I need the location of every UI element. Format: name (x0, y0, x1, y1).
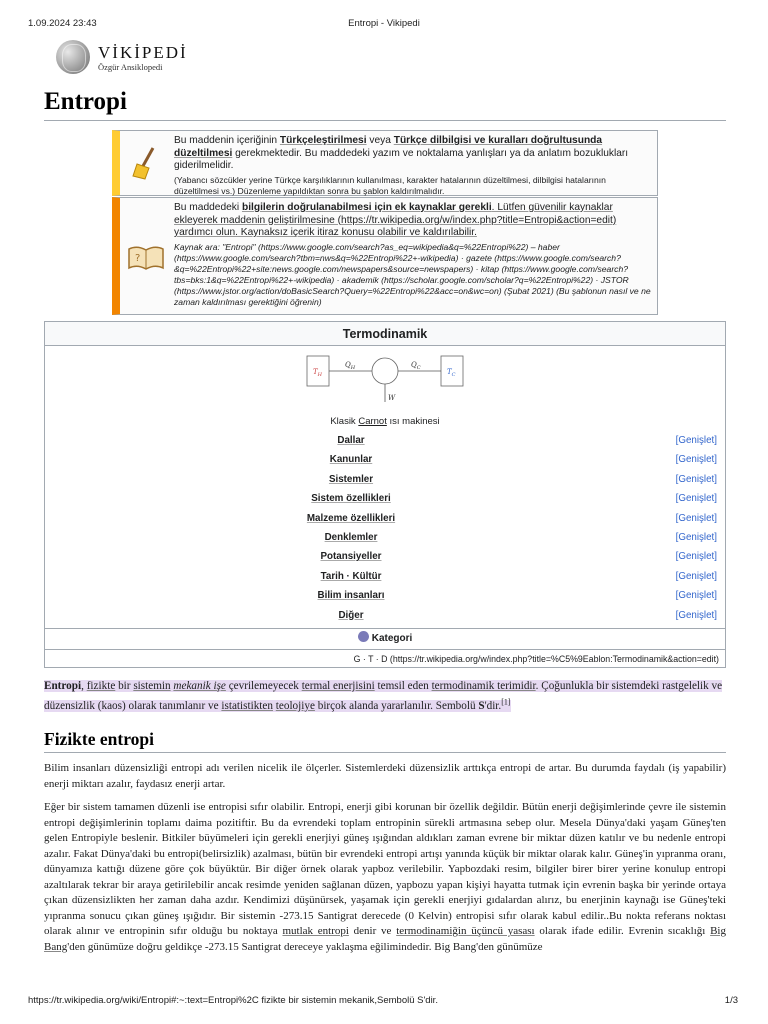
section-paragraph-2: Eğer bir sistem tamamen düzenli ise entropisi sıfır olabilir. Entropi, enerji gibi korunan bir özellik değildir. Bütün enerji değişimlerinde çevre ile sistemin entropi değişimlerinin toplamı daima pozitiftir. Bu da evrendeki toplam entropinin sürekli artmasına sebep olur. Mesela Dünya'daki yaşam Güneş'ten gelen Entropiyle beslenir. Bitkiler büyümeleri için gerekli enerjiyi güneş ışığından aldıkları zaman evrene bir miktar düzen katılır ve bu nedenle entropi azalır. Fakat Dünya'daki bu entropi(belirsizlik) azalması, bütün bir evrendeki entropi artışı yanında küçük bir miktar olarak kalır. Güneş'in yıpranma oranı, dünyamıza kattığı düzene göre çok büyüktür. Bir diğer örnek olarak yapboz verilebilir. Yapbozdaki resim, bilgiler birer birer yerine konulup entropi azaltılarak tekrar bir araya getirilebilir ancak resimde yeniden sağlanan düzen, yapbozu yapan kişiyi hayatta tutmak için evrenin başka bir yerinde ortaya çıkan düzensizlikten her zaman daha azdır. Kendimizi düşünürsek, yaşamak için gerekli enerjiyi gıdalardan alırız, bu enerjinin kaynağı ise Güneş'teki yıpranma sonucu çıkan güneş ışığıdır. Bir sistemin -273.15 Santigrat derecede (0 Kelvin) entropisi sıfır olarak kabul edilir..Bu nokta referans noktası olarak alınır ve entropinin sıfır olduğu bu noktaya mutlak entropi denir ve termodinamiğin üçüncü yasası olarak ifade edilir. Evrenin sıcaklığı Big Bang'den günümüze doğru geldikçe -273.15 Santigrat dereceye yaklaşma eğilimindedir. Big Bang'den günümüze (44, 801, 726, 953)
print-page-title: Entropi - Vikipedi (348, 18, 420, 29)
notice1-text: gerekmektedir. Bu maddedeki yazım ve noktalama yanlışları ya da anlatım bozuklukları giderilmelidir. (174, 147, 629, 171)
category-link[interactable] (45, 628, 725, 648)
svg-text:?: ? (135, 253, 141, 264)
teoloji-link[interactable]: teolojiye (275, 699, 315, 712)
section-paragraph-1: Bilim insanları düzensizliği entropi adı verilen nicelik ile ölçerler. Sistemlerdeki düzensizlik arttıkça entropi de artar. Bu durumda faydalı (iş yapabilir) enerji miktarı azalır, faydasız enerji artar. (44, 762, 726, 790)
expand-toggle[interactable]: [Genişlet] (675, 512, 717, 524)
mutlak-entropi-link[interactable]: mutlak entropi (282, 925, 349, 937)
sistem-link[interactable]: sistemin (133, 680, 171, 692)
big-bang-link[interactable]: Big Bang (44, 925, 726, 953)
fizik-link[interactable]: fizikte (86, 680, 116, 692)
expand-toggle[interactable]: [Genişlet] (675, 473, 717, 485)
cleanup-notice (112, 130, 658, 196)
infobox-row (45, 590, 725, 609)
infobox-navbar[interactable]: G · T · D (https://tr.wikipedia.org/w/index.php?title=%C5%9Eablon:Termodinamik&action=edit) (45, 649, 725, 667)
infobox-title: Termodinamik (45, 322, 725, 346)
termal-enerji-link[interactable]: termal enerjisini (301, 680, 375, 692)
notice2-small: Kaynak ara: "Entropi" (https://www.google.com/search?as_eq=wikipedia&q=%22Entropi%22) – haber (https://www.google.com/search?tbm=nws&q=%22Entropi%22+-wikipedia) · gazete (https://www.google.com/search?&q=%22Entropi%22+site:news.google.com/newspapers&source=newspapers) · kitap (https://www.google.com/search?tbs=bks:1&q=%22Entropi%22+-wikipedia) · akademik (https://scholar.google.com/scholar?q=%22Entropi%22) · JSTOR (https://www.jstor.org/action/doBasicSearch?Query=%22Entropi%22&acc=on&wc=on) (Şubat 2021) (Bu şablonun nasıl ve ne zaman kaldırılması gerektiğini öğrenin) (174, 241, 651, 307)
expand-toggle[interactable]: [Genişlet] (675, 551, 717, 563)
puzzle-globe-icon (56, 40, 90, 74)
print-page-number: 1/3 (724, 995, 738, 1006)
broom-icon (120, 131, 172, 195)
carnot-link[interactable]: Carnot (358, 416, 387, 427)
book-question-icon (120, 198, 172, 314)
infobox-row-label[interactable]: Kanunlar (329, 454, 373, 466)
expand-toggle[interactable]: [Genişlet] (675, 590, 717, 602)
infobox-row-label[interactable]: Malzeme özellikleri (306, 512, 396, 524)
notice2-text: . Lütfen güvenilir kaynaklar ekleyerek maddenin geliştirilmesine (https://tr.wikipedia.org/w/index.php?title=Entropi&action=edit) yardımcı olun. Kaynaksız içerik itiraz konusu olabilir ve kaldırılabilir. (174, 202, 617, 238)
svg-text:W: W (388, 394, 396, 402)
category-label: Kategori (371, 633, 413, 644)
infobox-row-label[interactable]: Dallar (337, 435, 365, 446)
section-heading: Fizikte entropi (44, 729, 155, 749)
infobox-row-label[interactable]: Denklemler (324, 532, 378, 543)
print-url: https://tr.wikipedia.org/wiki/Entropi#:~:text=Entropi%2C fizikte bir sistemin mekanik,Sembolü S'dir. (28, 995, 438, 1006)
expand-toggle[interactable]: [Genişlet] (675, 454, 717, 466)
infobox-row (45, 551, 725, 570)
print-datetime: 1.09.2024 23:43 (28, 18, 97, 29)
sources-notice (112, 197, 658, 315)
reference-1-link[interactable]: [1] (501, 697, 511, 706)
infobox-row (45, 435, 725, 454)
dilbilgisi-link[interactable]: Türkçe dilbilgisi ve kuralları doğrultusunda düzeltilmesi (174, 135, 603, 159)
infobox-row-label[interactable]: Diğer (338, 609, 364, 621)
notice1-text: veya (366, 135, 394, 146)
section-divider (44, 752, 726, 753)
infobox-row-label[interactable]: Tarih · Kültür (320, 570, 382, 582)
thermodynamics-infobox (44, 321, 726, 668)
svg-text:TC: $T_C$ (447, 368, 456, 378)
title-divider (44, 120, 726, 121)
expand-toggle[interactable]: [Genişlet] (675, 493, 717, 505)
infobox-row (45, 610, 725, 629)
category-icon (358, 631, 369, 642)
svg-text:QC: $Q_C$ (411, 361, 421, 371)
infobox-row (45, 474, 725, 493)
mekanik-is-link[interactable]: mekanik işe (173, 680, 226, 692)
dogrulanabilirlik-link[interactable]: bilgilerin doğrulanabilmesi için ek kaynaklar gerekli (241, 202, 492, 213)
notice2-text: Bu maddedeki (174, 202, 242, 213)
logo-subtitle: Özgür Ansiklopedi (98, 61, 163, 72)
lead-term: Entropi (44, 680, 82, 692)
notice1-text: Bu maddenin içeriğinin (174, 135, 280, 146)
infobox-row (45, 571, 725, 590)
termodinamik-link[interactable]: termodinamik terimidir (431, 680, 536, 692)
turkcelestirilmesi-link[interactable]: Türkçeleştirilmesi (279, 135, 367, 146)
expand-toggle[interactable]: [Genişlet] (675, 532, 717, 543)
page-title: Entropi (44, 88, 127, 115)
infobox-row (45, 532, 725, 551)
infobox-row (45, 493, 725, 512)
notice1-small: (Yabancı sözcükler yerine Türkçe karşılıklarının kullanılması, karakter hatalarının düzeltilmesi, dilbilgisi hatalarının düzeltilmesi vs.) Düzenleme yapıldıktan sonra bu şablon kaldırılmalıdır. (174, 174, 606, 196)
logo-title: VİKİPEDİ (98, 42, 188, 62)
infobox-row-label[interactable]: Sistem özellikleri (311, 493, 391, 505)
infobox-row-label[interactable]: Bilim insanları (317, 590, 385, 602)
istatistik-link[interactable]: istatistikten (221, 699, 273, 712)
svg-text:TH: $T_H$ (313, 368, 323, 378)
lead-paragraph: Entropi, fizikte bir sistemin mekanik işe çevrilemeyecek termal enerjisini temsil eden termodinamik terimidir. Çoğunlukla bir sistemdeki rastgelelik ve düzensizlik (kaos) olarak tanımlanır ve istatistikten teolojiye birçok alanda yararlanılır. Sembolü S'dir.[1] (44, 680, 723, 712)
expand-toggle[interactable]: [Genişlet] (675, 435, 717, 446)
expand-toggle[interactable]: [Genişlet] (675, 570, 717, 582)
infobox-row (45, 454, 725, 473)
infobox-row-label[interactable]: Sistemler (328, 473, 374, 485)
infobox-row-label[interactable]: Potansiyeller (320, 551, 382, 563)
infobox-row (45, 513, 725, 532)
svg-text:QH: $Q_H$ (345, 361, 356, 371)
expand-toggle[interactable]: [Genişlet] (675, 609, 717, 621)
ucuncu-yasa-link[interactable]: termodinamiğin üçüncü yasası (396, 925, 535, 937)
wikipedia-logo[interactable] (56, 40, 188, 74)
infobox-caption: Klasik Carnot ısı makinesi (330, 416, 440, 427)
carnot-engine-diagram (305, 352, 465, 420)
